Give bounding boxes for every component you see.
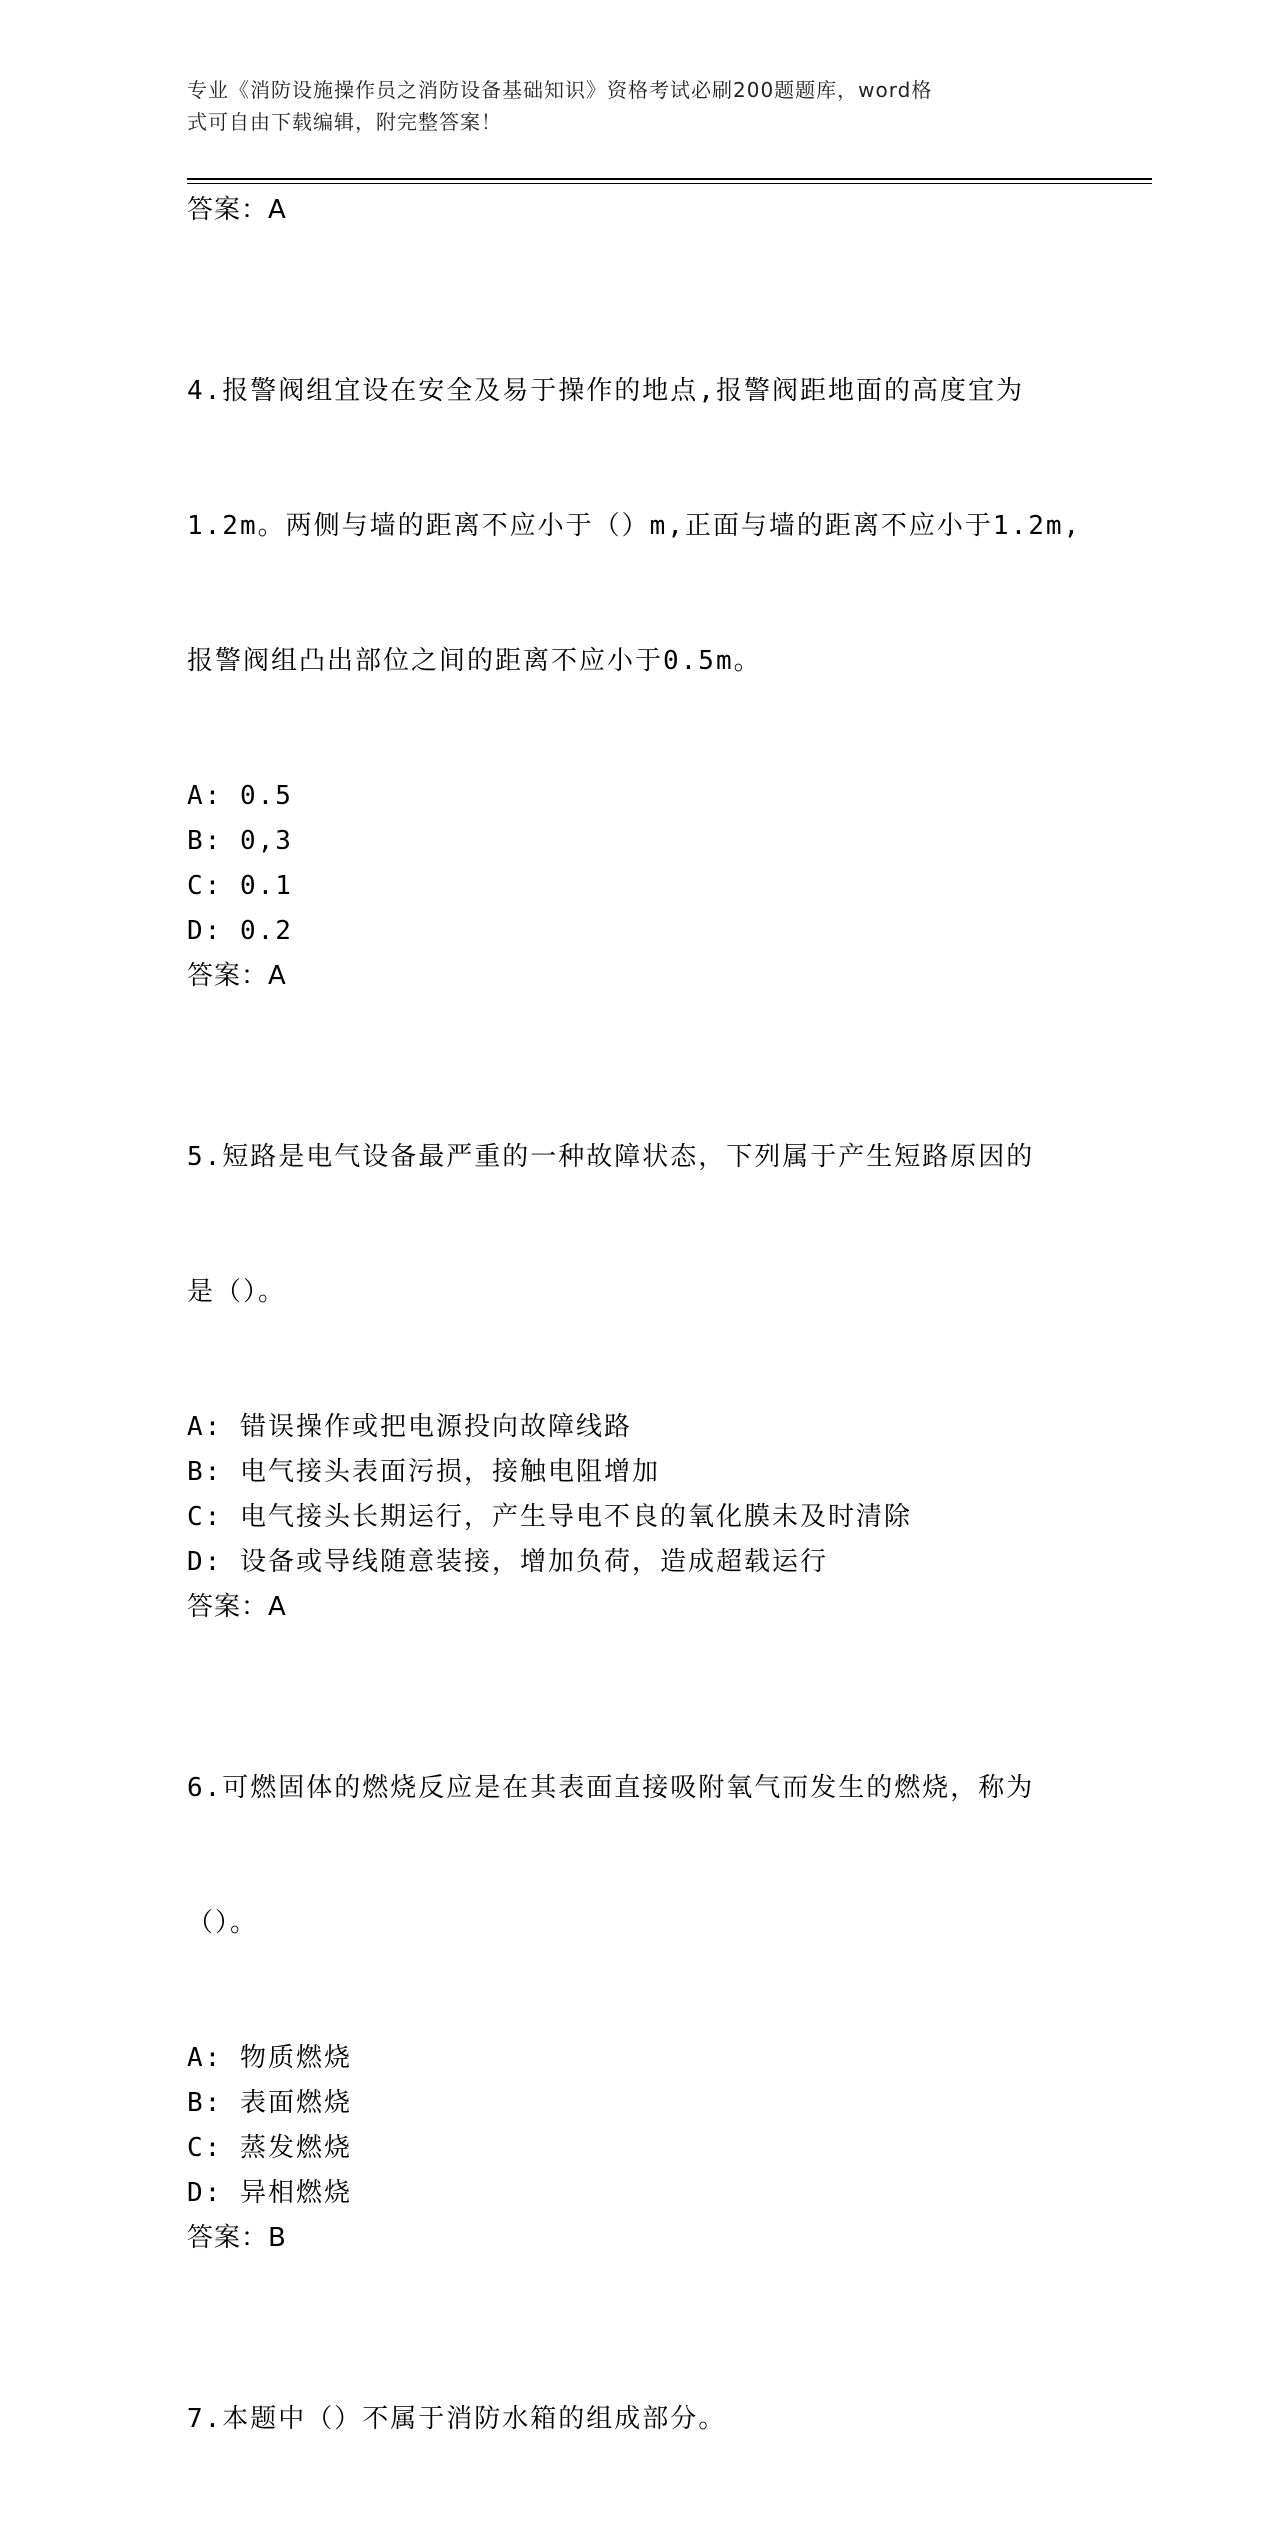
question-5-line-2: 是（）。 xyxy=(187,1277,287,1307)
question-4-option-d: D: 0.2 xyxy=(187,916,293,946)
question-4-line-3: 报警阀组凸出部位之间的距离不应小于0.5m。 xyxy=(187,646,762,676)
question-6-answer: 答案：B xyxy=(187,2223,287,2253)
question-6-option-c: C: 蒸发燃烧 xyxy=(187,2133,352,2163)
question-7-line-1: 7.本题中（）不属于消防水箱的组成部分。 xyxy=(187,2404,727,2434)
question-4-option-a: A: 0.5 xyxy=(187,781,293,811)
header-divider-thick xyxy=(187,178,1152,180)
question-6-line-1: 6.可燃固体的燃烧反应是在其表面直接吸附氧气而发生的燃烧，称为 xyxy=(187,1773,1035,1803)
question-4-line-2: 1.2m。两侧与墙的距离不应小于（）m,正面与墙的距离不应小于1.2m, xyxy=(187,511,1082,541)
question-6-line-2: （）。 xyxy=(187,1908,259,1938)
header-divider-thin xyxy=(187,183,1152,184)
question-7 xyxy=(187,2307,1087,2532)
header-line-1: 专业《消防设施操作员之消防设备基础知识》资格考试必刷200题题库，word格 xyxy=(187,78,933,102)
question-6-option-d: D: 异相燃烧 xyxy=(187,2178,352,2208)
question-4-answer: 答案：A xyxy=(187,961,287,991)
question-4 xyxy=(187,279,1087,774)
question-4-option-b: B: 0,3 xyxy=(187,826,293,856)
question-5-answer: 答案：A xyxy=(187,1592,287,1622)
header-line-2: 式可自由下载编辑，附完整答案！ xyxy=(187,110,502,134)
previous-answer: 答案：A xyxy=(187,195,287,225)
question-5 xyxy=(187,1045,1087,1405)
question-6-option-b: B: 表面燃烧 xyxy=(187,2088,352,2118)
question-5-option-d: D: 设备或导线随意装接，增加负荷，造成超载运行 xyxy=(187,1547,828,1577)
document-body xyxy=(187,188,1087,2532)
question-5-option-b: B: 电气接头表面污损，接触电阻增加 xyxy=(187,1457,660,1487)
question-5-option-a: A: 错误操作或把电源投向故障线路 xyxy=(187,1412,632,1442)
question-6-option-a: A: 物质燃烧 xyxy=(187,2043,352,2073)
question-5-line-1: 5.短路是电气设备最严重的一种故障状态，下列属于产生短路原因的 xyxy=(187,1142,1035,1172)
document-header xyxy=(187,74,1067,138)
question-6 xyxy=(187,1676,1087,2036)
question-4-line-1: 4.报警阀组宜设在安全及易于操作的地点,报警阀距地面的高度宜为 xyxy=(187,376,1024,406)
question-5-option-c: C: 电气接头长期运行，产生导电不良的氧化膜未及时清除 xyxy=(187,1502,912,1532)
question-4-option-c: C: 0.1 xyxy=(187,871,293,901)
